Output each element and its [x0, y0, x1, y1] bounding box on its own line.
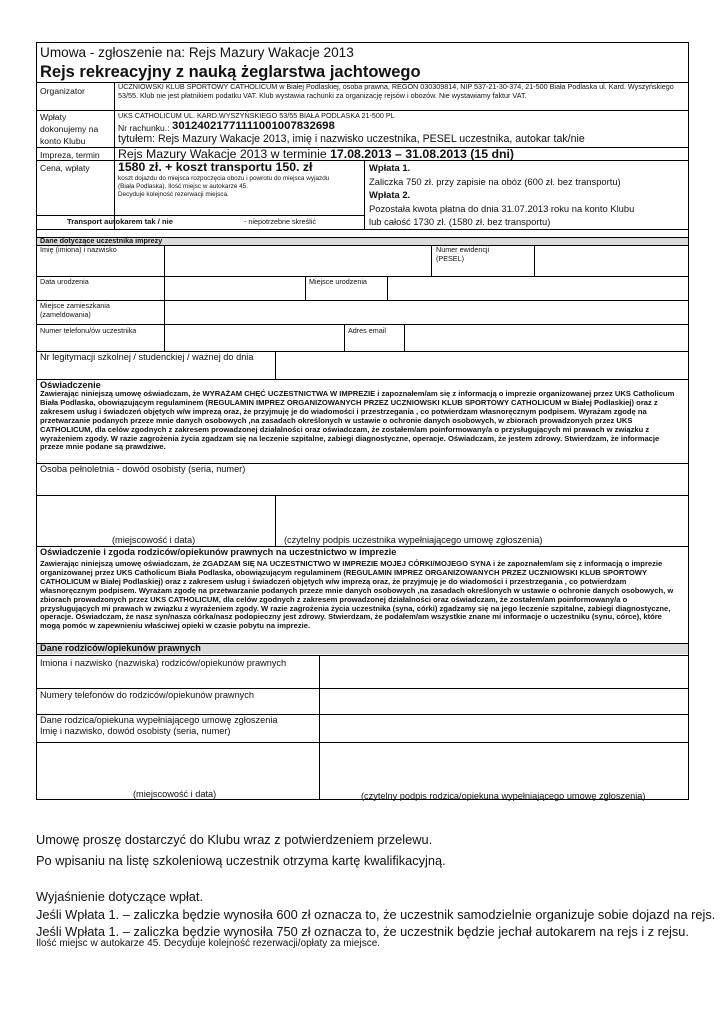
parents-phones-input[interactable] — [320, 689, 687, 713]
parent-data-label-1: Dane rodzica/opiekuna wypełniającego umowę zgłoszenia — [40, 715, 278, 725]
birth-date-input[interactable] — [165, 277, 304, 300]
birth-place-input[interactable] — [388, 277, 687, 300]
email-input[interactable] — [405, 325, 687, 350]
form-title: Umowa - zgłoszenie na: Rejs Mazury Wakacje 2013 — [40, 45, 354, 60]
footer-line-3: Wyjaśnienie dotyczące wpłat. — [36, 889, 204, 904]
parents-phones-label: Numery telefonów do rodziców/opiekunów prawnych — [40, 690, 254, 700]
organizer-label: Organizator — [40, 86, 85, 96]
club-address: UKS CATHOLICUM UL. KARD.WYSZYŃSKIEGO 53/55 BIAŁA PODLASKA 21-500 PL — [118, 111, 395, 120]
parents-names-input[interactable] — [320, 656, 687, 687]
email-label: Adres email — [348, 326, 386, 335]
pesel-label-2: (PESEL) — [436, 254, 464, 263]
price-note-3: Decyduje kolejność rezerwacji miejsca. — [118, 191, 229, 198]
payment-2-text-1: Pozostała kwota płatna do dnia 31.07.2013 roku na konto Klubu — [369, 203, 635, 214]
event-label: Impreza, termin — [40, 150, 100, 160]
transport-choice[interactable]: Transport autokarem tak / nie — [67, 217, 173, 226]
account-number: 30124021771111001007832698 — [172, 120, 335, 132]
parents-place-date: (miejscowość i data) — [133, 789, 217, 799]
payment-2-text-2: lub całość 1730 zł. (1580 zł. bez transportu) — [369, 216, 551, 227]
adult-id-input[interactable] — [37, 476, 688, 494]
phone-label: Numer telefonu/ów uczestnika — [40, 326, 137, 335]
adult-id-label: Osoba pełnoletnia - dowód osobisty (seria, numer) — [40, 464, 246, 474]
statement-place-date: (miejscowość i data) — [112, 535, 196, 545]
footer-line-5: Jeśli Wpłata 1. – zaliczka będzie wynosiła 750 zł oznacza to, że uczestnik będzie jechał autokarem na rejs i z rejsu. — [36, 924, 689, 939]
payment-1-text: Zaliczka 750 zł. przy zapisie na obóz (600 zł. bez transportu) — [369, 176, 621, 187]
parent-statement-text: Zawierając niniejszą umowę oświadczam, że ZGADZAM SIĘ NA UCZESTNICTWO W IMPREZIE MOJEJ CÓRKI/MOJEGO SYNA i że zapoznałem/am się z informacją o imprezie organizowanej przez UKS Catholicum Biała Podlaska, obowiązującym regulaminem (REGULAMIN IMPREZ ORGANIZOWANYCH PRZEZ UCZNIOWSKI KLUB SPORTOWY CATHOLICUM w Białej Podlaskiej) oraz z zakresem usług i świadczeń objętych w/w imprezą oraz, że przyjmuję je do wiadomości i przestrzegania , co potwierdzam własnoręcznym podpisem. Wyrażam zgodę na przetwarzanie podanych przeze mnie danych osobowych ,na zasadach określonych w ustawie o ochronie danych osobowych, w zbiorach prowadzonych przez UKS CATHOLICUM, dla celów zgodnych z zakresem prowadzonej działalności oraz oświadczam, że zostałem/am poinformowany/a o przysługujących mi prawach w związku z wyrażeniem zgody. W razie zagrożenia życia uczestnika (syna, córki) zgadzamy się na jego leczenie szpitalne, zabiegi diagnostyczne, operacje. Oświadczam, że nasz syn/nasza córka/nasz podopieczny jest zdrowy. Stwierdzam, że podałem/am wszystkie znane mi informacje o uczestniku (synu, córce), które mogą pomóc w zapewnieniu właściwej opieki w czasie pobytu na imprezie. — [40, 559, 674, 631]
payment-2-title: Wpłata 2. — [369, 189, 411, 200]
price-label: Cena, wpłaty — [40, 163, 90, 173]
payment-1-title: Wpłata 1. — [369, 162, 411, 173]
account-label: Nr rachunku.: — [118, 123, 170, 133]
residence-input[interactable] — [165, 301, 687, 324]
birth-place-label: Miejsce urodzenia — [309, 277, 367, 286]
transfer-title: tytułem: Rejs Mazury Wakacje 2013, imię i nazwisko uczestnika, PESEL uczestnika, autokar tak/nie — [118, 133, 585, 145]
parents-section-title: Dane rodziców/opiekunów prawnych — [40, 643, 201, 653]
phone-input[interactable] — [165, 325, 343, 350]
residence-label-2: (zameldowania) — [40, 310, 91, 319]
id-card-input[interactable] — [276, 352, 687, 378]
parent-data-input[interactable] — [320, 715, 687, 741]
event-line: Rejs Mazury Wakacje 2013 w terminie 17.08.2013 – 31.08.2013 (15 dni) — [118, 147, 514, 161]
statement-title: Oświadczenie — [40, 380, 101, 390]
transport-note: - niepotrzebne skreślić — [244, 217, 316, 226]
parents-names-label: Imiona i nazwisko (nazwiska) rodziców/opiekunów prawnych — [40, 658, 287, 668]
form-subtitle: Rejs rekreacyjny z nauką żeglarstwa jachtowego — [40, 63, 421, 81]
birth-date-label: Data urodzenia — [40, 277, 89, 286]
statement-text: Zawierając niniejszą umowę oświadczam, że WYRAŻAM CHĘĆ UCZESTNICTWA W IMPREZIE i zapoznałem/am się z informacją o imprezie organizowanej przez UKS Catholicum Biała Podlaska, obowiązującym regulaminem (REGULAMIN IMPREZ ORGANIZOWANYCH PRZEZ UCZNIOWSKI KLUB SPORTOWY CATHOLICUM w Białej Podlaskiej) oraz z zakresem usług i świadczeń objętych w/w imprezą oraz, że przyjmuję je do wiadomości i przestrzegania , co potwierdzam własnoręcznym podpisem. Wyrażam zgodę na przetwarzanie podanych przeze mnie danych osobowych ,na zasadach określonych w ustawie o ochronie danych osobowych, w zbiorach prowadzonych przez UKS CATHOLICUM, dla celów zgodnych z zakresem prowadzonej działalności oraz oświadczam, że zostałem/am poinformowany/a o przysługujących mi prawach w związku z wyrażeniem zgody. W razie zagrożenia życia zgadzam się na leczenie szpitalne, zabiegi diagnostyczne, operacje. Oświadczam, że jestem zdrowy. Stwierdzam, że informacje przeze mnie podane są prawdziwe. — [40, 389, 675, 452]
price-main: 1580 zł. + koszt transportu 150. zł — [118, 160, 313, 174]
footer-line-1: Umowę proszę dostarczyć do Klubu wraz z potwierdzeniem przelewu. — [36, 832, 433, 847]
parent-statement-title: Oświadczenie i zgoda rodziców/opiekunów prawnych na uczestnictwo w imprezie — [40, 547, 397, 557]
pesel-label-1: Numer ewidencji — [436, 245, 490, 254]
payments-label-1: Wpłaty — [40, 112, 67, 122]
price-note-1: koszt dojazdu do miejsca rozpoczęcia obozu i powrotu do miejsca wyjazdu — [118, 175, 330, 182]
id-card-label: Nr legitymacji szkolnej / studenckiej / ważnej do dnia — [40, 352, 254, 362]
payments-label-2: dokonujemy na — [40, 124, 99, 134]
parents-signature: (czytelny podpis rodzica/opiekuna wypełniającego umowę zgłoszenia) — [361, 791, 646, 801]
organizer-text: UCZNIOWSKI KLUB SPORTOWY CATHOLICUM w Białej Podlaskiej, osoba prawna, REGON 030309814, NIP 537-21-30-374, 21-500 Biała Podlaska ul. Kard. Wyszyńskiego 53/55. Klub nie jest płatnikiem podatku VAT. Klub wystawia rachunki za organizację rejsów i obozów. Nie wystawiamy faktur VAT. — [118, 82, 674, 100]
parent-data-label-2: Imię i nazwisko, dowód osobisty (seria, numer) — [40, 726, 231, 736]
payments-label-3: konto Klubu — [40, 136, 86, 146]
residence-label-1: Miejsce zamieszkania — [40, 301, 110, 310]
footer-line-2: Po wpisaniu na listę szkoleniową uczestnik otrzyma kartę kwalifikacyjną. — [36, 853, 446, 868]
footer-line-6: Ilość miejsc w autokarze 45. Decyduje kolejność rezerwacji/opłaty za miejsce. — [36, 938, 381, 949]
participant-name-input[interactable] — [165, 246, 430, 276]
footer-line-4: Jeśli Wpłata 1. – zaliczka będzie wynosiła 600 zł oznacza to, że uczestnik samodzielnie organizuje sobie dojazd na rejs. — [36, 907, 716, 922]
participant-section-title: Dane dotyczące uczestnika imprezy — [40, 236, 163, 245]
pesel-input[interactable] — [535, 246, 687, 276]
participant-name-label: Imię (imiona) i nazwisko — [40, 245, 117, 254]
price-note-2: (Biała Podlaska). Ilość miejsc w autokarze 45. — [118, 183, 248, 190]
statement-signature: (czytelny podpis uczestnika wypełniającego umowę zgłoszenia) — [284, 535, 543, 545]
